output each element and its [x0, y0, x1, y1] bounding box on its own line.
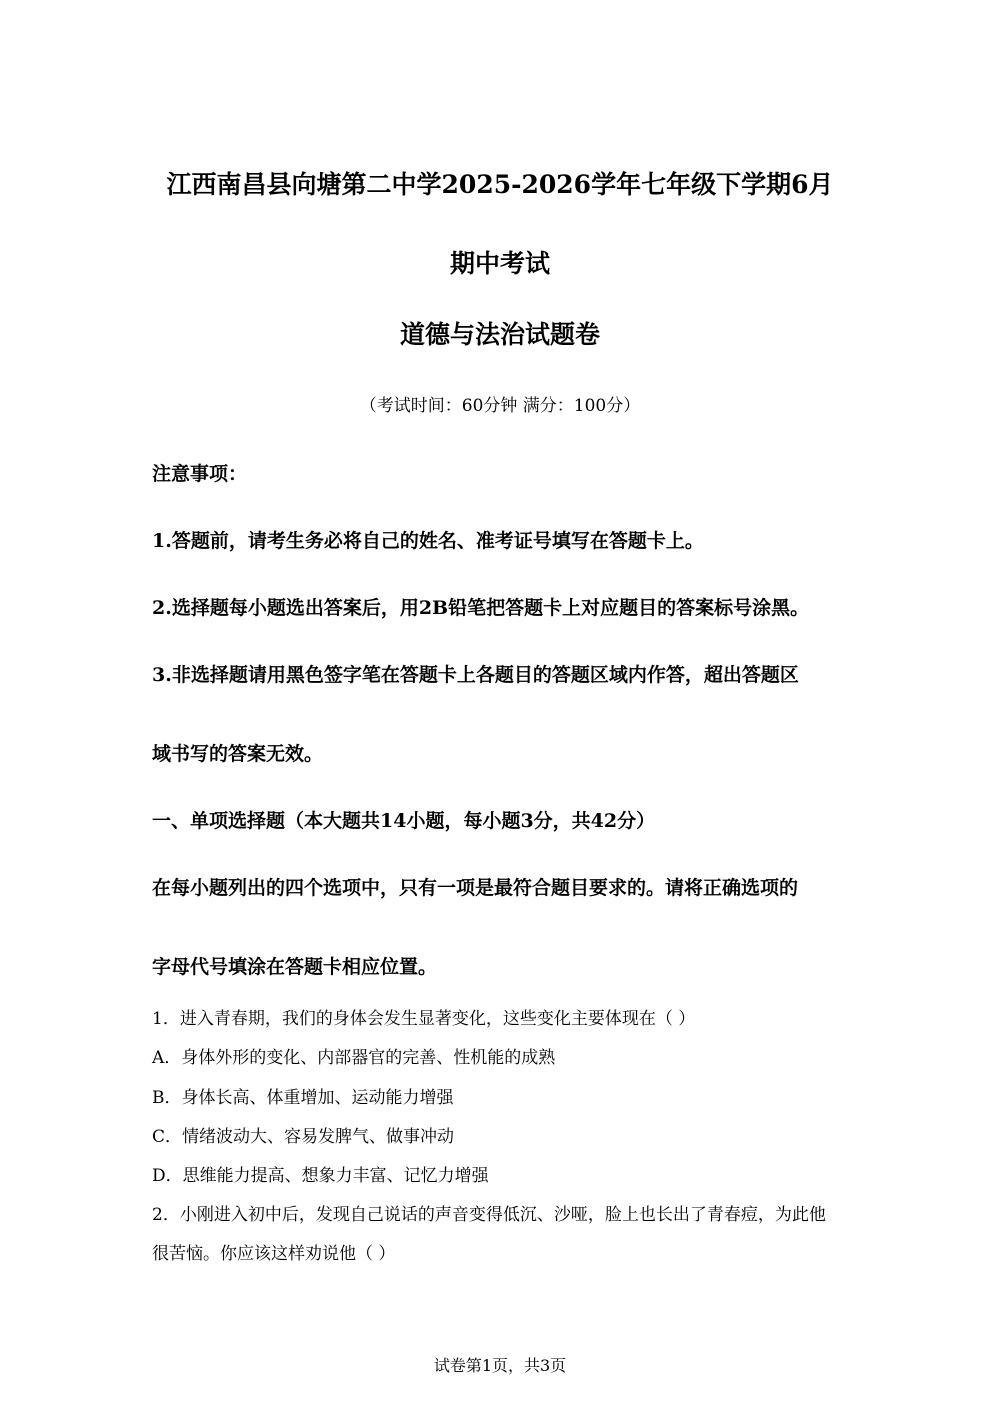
question-2-stem-line-1: 2．小刚进入初中后，发现自己说话的声音变得低沉、沙哑，脸上也长出了青春痘，为此他	[152, 1205, 826, 1225]
notice-item-1: 1.答题前，请考生务必将自己的姓名、准考证号填写在答题卡上。	[152, 530, 704, 552]
page-footer: 试卷第1页，共3页	[433, 1356, 567, 1375]
notice-heading: 注意事项：	[152, 463, 248, 485]
notice-item-3-continued: 域书写的答案无效。	[152, 743, 324, 765]
question-1-option-b: B．身体长高、体重增加、运动能力增强	[152, 1088, 454, 1108]
section-instruction-line-1: 在每小题列出的四个选项中，只有一项是最符合题目要求的。请将正确选项的	[152, 877, 799, 899]
title-line-2: 期中考试	[449, 249, 550, 278]
question-1-stem: 1．进入青春期，我们的身体会发生显著变化，这些变化主要体现在（ ）	[152, 1009, 696, 1029]
question-1-option-c: C．情绪波动大、容易发脾气、做事冲动	[152, 1127, 455, 1147]
section-heading: 一、单项选择题（本大题共14小题，每小题3分，共42分）	[152, 810, 656, 832]
question-1-option-a: A．身体外形的变化、内部器官的完善、性机能的成熟	[152, 1048, 556, 1068]
notice-item-2: 2.选择题每小题选出答案后，用2B铅笔把答题卡上对应题目的答案标号涂黑。	[152, 597, 810, 619]
title-line-1: 江西南昌县向塘第二中学2025-2026学年七年级下学期6月	[166, 170, 834, 199]
section-instruction-line-2: 字母代号填涂在答题卡相应位置。	[152, 956, 438, 978]
subject-title: 道德与法治试题卷	[399, 320, 600, 349]
question-1-option-d: D．思维能力提高、想象力丰富、记忆力增强	[152, 1166, 489, 1186]
notice-item-3: 3.非选择题请用黑色签字笔在答题卡上各题目的答题区域内作答，超出答题区	[152, 664, 799, 686]
question-2-stem-line-2: 很苦恼。你应该这样劝说他（ ）	[152, 1244, 396, 1264]
exam-info: （考试时间：60分钟 满分：100分）	[359, 396, 641, 416]
